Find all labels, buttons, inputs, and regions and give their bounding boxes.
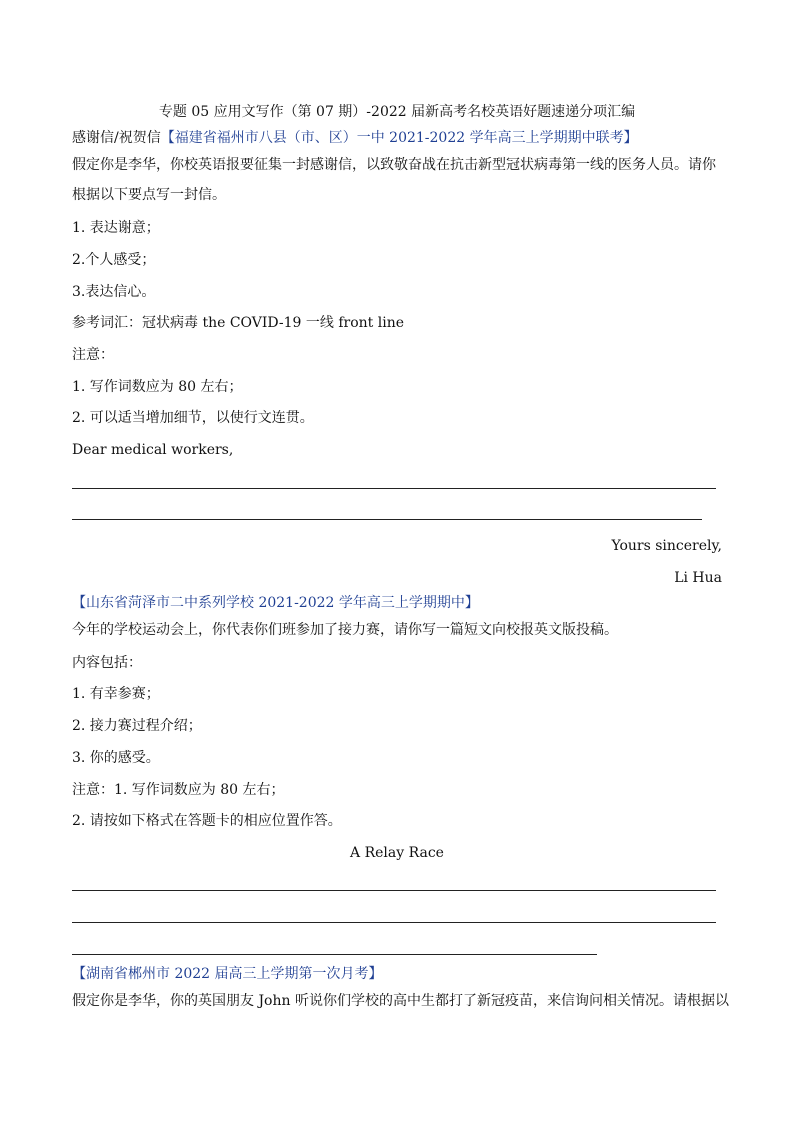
section2-note-1: 注意：1. 写作词数应为 80 左右； <box>72 782 285 798</box>
section2-source: 【山东省菏泽市二中系列学校 2021-2022 学年高三上学期期中】 <box>72 595 479 611</box>
section3-prompt-line1: 假定你是李华，你的英国朋友 John 听说你们学校的高中生都打了新冠疫苗，来信询问相关情况。请根据以 <box>72 993 729 1009</box>
answer-line <box>72 488 716 489</box>
section1-category: 感谢信/祝贺信 <box>72 130 161 146</box>
section1-prompt-line1: 假定你是李华，你校英语报要征集一封感谢信，以致敬奋战在抗击新型冠状病毒第一线的医务人员。请你 <box>72 157 716 173</box>
section3-source: 【湖南省郴州市 2022 届高三上学期第一次月考】 <box>72 966 383 982</box>
section1-closing: Yours sincerely, <box>611 538 722 554</box>
answer-line <box>72 954 597 955</box>
answer-line <box>72 519 702 520</box>
section1-note-label: 注意： <box>72 347 114 363</box>
section1-point-3: 3.表达信心。 <box>72 284 156 300</box>
answer-line <box>72 890 716 891</box>
section1-heading <box>72 129 638 147</box>
section1-note-1: 1. 写作词数应为 80 左右； <box>72 379 243 395</box>
section2-point-3: 3. 你的感受。 <box>72 750 160 766</box>
section1-note-2: 2. 可以适当增加细节，以使行文连贯。 <box>72 410 314 426</box>
section1-source: 【福建省福州市八县（市、区）一中 2021-2022 学年高三上学期期中联考】 <box>160 130 638 146</box>
section1-point-2: 2.个人感受； <box>72 252 156 268</box>
section1-vocab: 参考词汇：冠状病毒 the COVID-19 一线 front line <box>72 315 404 331</box>
section2-prompt: 今年的学校运动会上，你代表你们班参加了接力赛，请你写一篇短文向校报英文版投稿。 <box>72 622 618 638</box>
section2-essay-title: A Relay Race <box>350 845 444 861</box>
document-title: 专题 05 应用文写作（第 07 期）-2022 届新高考名校英语好题速递分项汇编 <box>158 104 636 120</box>
section2-point-2: 2. 接力赛过程介绍； <box>72 718 202 734</box>
section1-greeting: Dear medical workers, <box>72 442 234 458</box>
section1-point-1: 1. 表达谢意； <box>72 220 160 236</box>
section2-content-label: 内容包括： <box>72 655 142 671</box>
section1-signature: Li Hua <box>674 570 722 586</box>
section2-note-2: 2. 请按如下格式在答题卡的相应位置作答。 <box>72 813 342 829</box>
answer-line <box>72 922 716 923</box>
section1-prompt-line2: 根据以下要点写一封信。 <box>72 187 226 203</box>
section2-point-1: 1. 有幸参赛； <box>72 686 160 702</box>
